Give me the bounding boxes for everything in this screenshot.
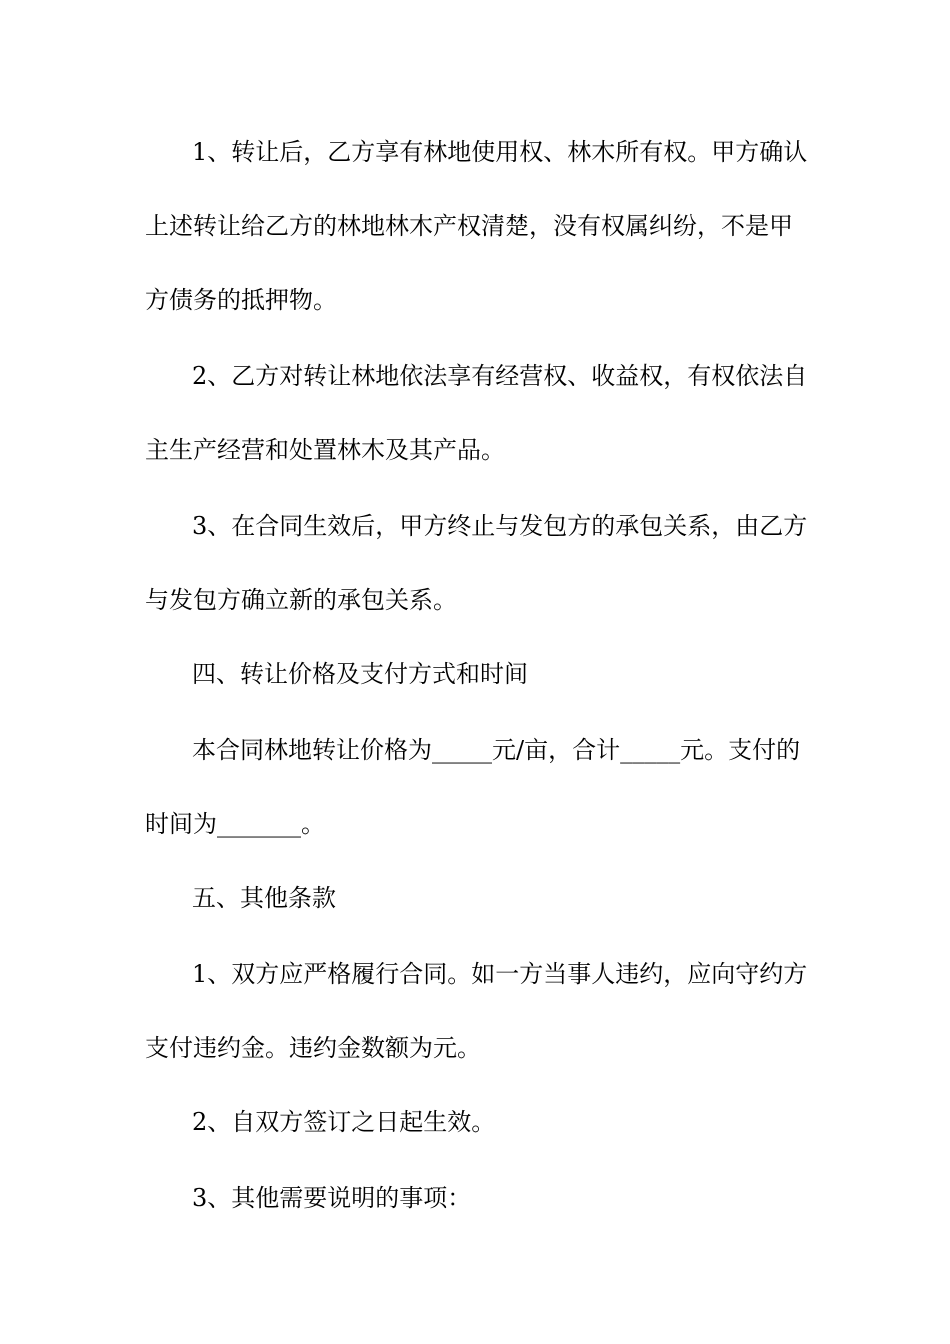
other-terms-1-line-1: 1、双方应严格履行合同。如一方当事人违约，应向守约方 <box>192 960 808 988</box>
paragraph-3-line-2: 与发包方确立新的承包关系。 <box>145 586 457 614</box>
paragraph-2-line-2: 主生产经营和处置林木及其产品。 <box>145 436 505 464</box>
section-heading-price-payment: 四、转让价格及支付方式和时间 <box>192 660 528 688</box>
other-terms-3: 3、其他需要说明的事项： <box>192 1184 472 1212</box>
paragraph-1-line-3: 方债务的抵押物。 <box>145 286 337 314</box>
section-heading-other-terms: 五、其他条款 <box>192 884 336 912</box>
price-paragraph-line-2: 时间为_______。 <box>145 810 325 838</box>
paragraph-3-line-1: 3、在合同生效后，甲方终止与发包方的承包关系，由乙方 <box>192 512 808 540</box>
paragraph-1-line-2: 上述转让给乙方的林地林木产权清楚，没有权属纠纷，不是甲 <box>145 212 793 240</box>
other-terms-2: 2、自双方签订之日起生效。 <box>192 1108 496 1136</box>
price-paragraph-line-1: 本合同林地转让价格为_____元/亩，合计_____元。支付的 <box>192 736 801 764</box>
paragraph-2-line-1: 2、乙方对转让林地依法享有经营权、收益权，有权依法自 <box>192 362 808 390</box>
other-terms-1-line-2: 支付违约金。违约金数额为元。 <box>145 1034 481 1062</box>
paragraph-1-line-1: 1、转让后，乙方享有林地使用权、林木所有权。甲方确认 <box>192 138 808 166</box>
